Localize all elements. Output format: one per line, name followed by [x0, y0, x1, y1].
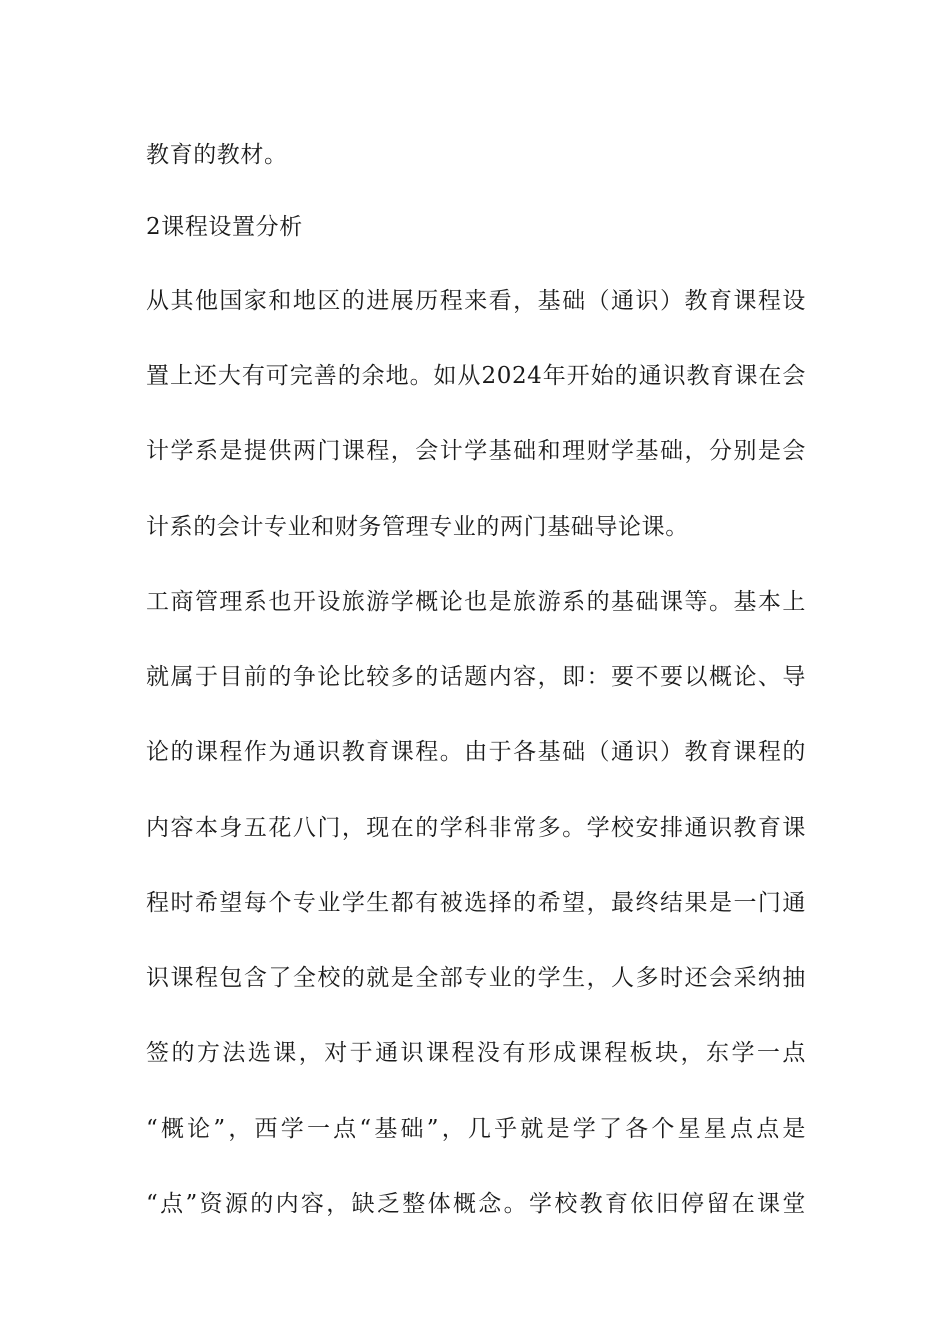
text-line-6: 计系的会计专业和财务管理专业的两门基础导论课。	[146, 514, 689, 540]
text-line-3: 从其他国家和地区的进展历程来看，基础（通识）教育课程设	[146, 288, 806, 314]
text-line-10: 内容本身五花八门，现在的学科非常多。学校安排通识教育课	[146, 815, 806, 841]
text-line-14: “概论”，西学一点“基础”，几乎就是学了各个星星点点是	[146, 1116, 806, 1142]
text-line-15: “点”资源的内容，缺乏整体概念。学校教育依旧停留在课堂	[146, 1191, 806, 1217]
text-line-9: 论的课程作为通识教育课程。由于各基础（通识）教育课程的	[146, 739, 806, 765]
text-line-11: 程时希望每个专业学生都有被选择的希望，最终结果是一门通	[146, 890, 806, 916]
text-line-8: 就属于目前的争论比较多的话题内容，即：要不要以概论、导	[146, 664, 806, 690]
text-line-12: 识课程包含了全校的就是全部专业的学生，人多时还会采纳抽	[146, 965, 806, 991]
text-line-1: 教育的教材。	[146, 142, 288, 168]
text-line-7: 工商管理系也开设旅游学概论也是旅游系的基础课等。基本上	[146, 589, 806, 615]
text-line-4: 置上还大有可完善的余地。如从2024年开始的通识教育课在会	[146, 363, 806, 389]
text-line-5: 计学系是提供两门课程，会计学基础和理财学基础，分别是会	[146, 438, 806, 464]
text-line-13: 签的方法选课，对于通识课程没有形成课程板块，东学一点	[146, 1040, 806, 1066]
section-heading: 2课程设置分析	[146, 214, 303, 240]
